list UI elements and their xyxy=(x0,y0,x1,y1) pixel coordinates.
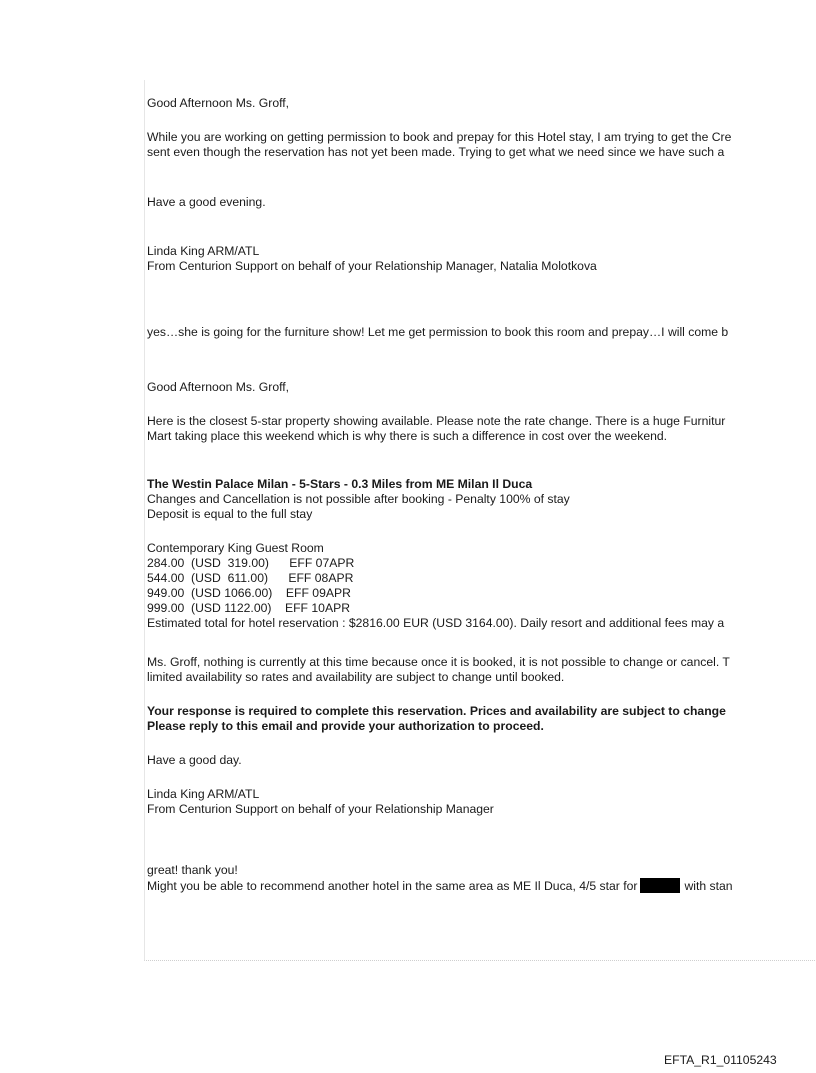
msg4-line1: great! thank you! xyxy=(147,863,238,877)
msg1-body-line2: sent even though the reservation has not yet been made. Trying to get what we need since we have such a xyxy=(147,145,725,159)
msg4-line2-after: with stan xyxy=(684,879,733,893)
msg3-note-line2: limited availability so rates and availability are subject to change until booked. xyxy=(147,670,565,684)
msg3-room-type: Contemporary King Guest Room xyxy=(147,541,324,555)
msg3-note-line1: Ms. Groff, nothing is currently at this time because once it is booked, it is not possible to change or cancel. T xyxy=(147,655,730,669)
msg1-signature-name: Linda King ARM/ATL xyxy=(147,244,260,258)
msg3-response-line2: Please reply to this email and provide your authorization to proceed. xyxy=(147,719,544,733)
msg3-response-line1: Your response is required to complete this reservation. Prices and availability are subject to change xyxy=(147,704,726,718)
msg3-rate-row: 284.00 (USD 319.00) EFF 07APR xyxy=(147,556,355,570)
redaction-block xyxy=(640,878,680,893)
msg3-intro-line1: Here is the closest 5-star property showing available. Please note the rate change. There is a huge Furnitur xyxy=(147,414,726,428)
msg3-estimate: Estimated total for hotel reservation : $2816.00 EUR (USD 3164.00). Daily resort and additional fees may a xyxy=(147,616,725,630)
msg3-closing: Have a good day. xyxy=(147,753,242,767)
document-id: EFTA_R1_01105243 xyxy=(664,1053,777,1067)
msg4-line2-before: Might you be able to recommend another hotel in the same area as ME Il Duca, 4/5 star for xyxy=(147,879,638,893)
msg3-intro-line2: Mart taking place this weekend which is why there is such a difference in cost over the weekend. xyxy=(147,429,668,443)
msg2-body: yes…she is going for the furniture show! Let me get permission to book this room and prepay…I will come b xyxy=(147,325,729,339)
msg3-rate-row: 544.00 (USD 611.00) EFF 08APR xyxy=(147,571,354,585)
msg3-hotel-title: The Westin Palace Milan - 5-Stars - 0.3 Miles from ME Milan Il Duca xyxy=(147,477,533,491)
msg1-closing: Have a good evening. xyxy=(147,195,266,209)
msg3-greeting: Good Afternoon Ms. Groff, xyxy=(147,380,290,394)
msg3-policy-line2: Deposit is equal to the full stay xyxy=(147,507,313,521)
msg4-line2 xyxy=(147,878,733,893)
msg3-signature-line: From Centurion Support on behalf of your Relationship Manager xyxy=(147,802,494,816)
msg1-body-line1: While you are working on getting permission to book and prepay for this Hotel stay, I am trying to get the Cre xyxy=(147,130,732,144)
msg1-signature-line: From Centurion Support on behalf of your Relationship Manager, Natalia Molotkova xyxy=(147,259,597,273)
msg3-rate-row: 999.00 (USD 1122.00) EFF 10APR xyxy=(147,601,350,615)
msg3-rate-row: 949.00 (USD 1066.00) EFF 09APR xyxy=(147,586,351,600)
msg1-greeting: Good Afternoon Ms. Groff, xyxy=(147,96,290,110)
msg3-policy-line1: Changes and Cancellation is not possible after booking - Penalty 100% of stay xyxy=(147,492,570,506)
msg3-signature-name: Linda King ARM/ATL xyxy=(147,787,260,801)
